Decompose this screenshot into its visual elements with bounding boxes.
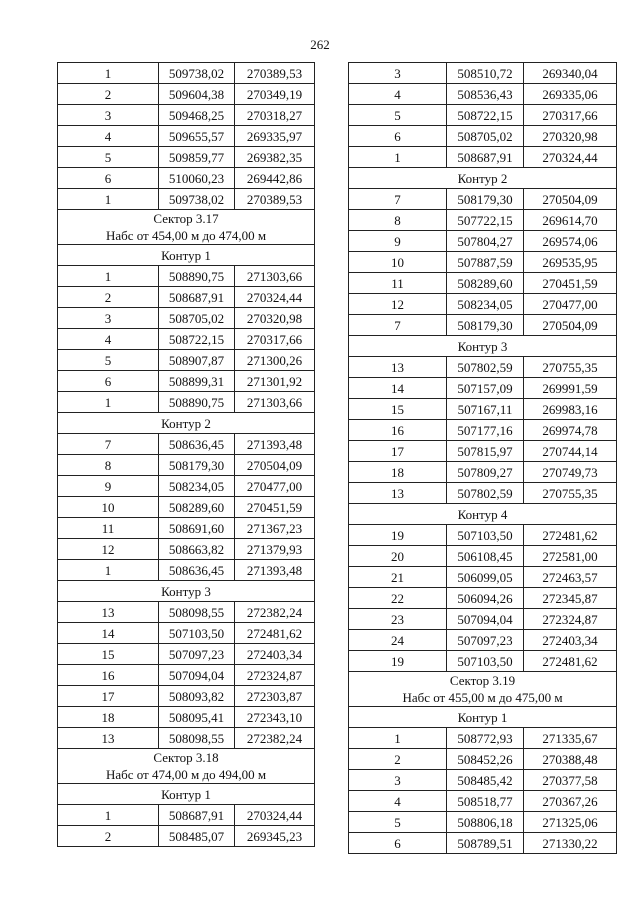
section-header-row [349, 168, 617, 189]
x-coordinate-cell: 508098,55 [159, 728, 235, 749]
x-coordinate-cell: 508636,45 [159, 560, 235, 581]
y-coordinate-cell: 269974,78 [524, 420, 617, 441]
y-coordinate-cell: 272481,62 [524, 525, 617, 546]
x-coordinate-cell: 506099,05 [447, 567, 524, 588]
coordinate-row [58, 329, 315, 350]
section-header-line: Контур 1 [457, 709, 508, 725]
point-number-cell: 18 [349, 462, 447, 483]
y-coordinate-cell: 270755,35 [524, 357, 617, 378]
x-coordinate-cell: 507167,11 [447, 399, 524, 420]
y-coordinate-cell: 269442,86 [235, 168, 315, 189]
coordinate-row [349, 399, 617, 420]
point-number-cell: 23 [349, 609, 447, 630]
y-coordinate-cell: 270388,48 [524, 749, 617, 770]
coordinate-row [349, 378, 617, 399]
y-coordinate-cell: 270389,53 [235, 189, 315, 210]
point-number-cell: 6 [349, 833, 447, 854]
y-coordinate-cell: 271379,93 [235, 539, 315, 560]
coordinate-row [58, 189, 315, 210]
x-coordinate-cell: 509738,02 [159, 63, 235, 84]
x-coordinate-cell: 508098,55 [159, 602, 235, 623]
coordinate-row [349, 189, 617, 210]
point-number-cell: 3 [58, 308, 159, 329]
point-number-cell: 11 [58, 518, 159, 539]
coordinate-row [58, 623, 315, 644]
x-coordinate-cell: 507097,23 [447, 630, 524, 651]
point-number-cell: 2 [58, 826, 159, 847]
section-header [349, 504, 617, 525]
coordinate-row [349, 749, 617, 770]
coordinate-row [349, 63, 617, 84]
x-coordinate-cell: 507097,23 [159, 644, 235, 665]
coordinate-row [349, 483, 617, 504]
coordinate-row [58, 602, 315, 623]
point-number-cell: 14 [349, 378, 447, 399]
coordinate-row [58, 266, 315, 287]
coordinate-row [58, 518, 315, 539]
y-coordinate-cell: 271303,66 [235, 266, 315, 287]
x-coordinate-cell: 507157,09 [447, 378, 524, 399]
y-coordinate-cell: 270451,59 [524, 273, 617, 294]
section-header-row [58, 210, 315, 245]
section-header [349, 672, 617, 707]
coordinate-row [349, 294, 617, 315]
coordinate-row [349, 105, 617, 126]
point-number-cell: 7 [349, 189, 447, 210]
point-number-cell: 10 [58, 497, 159, 518]
section-header [58, 784, 315, 805]
y-coordinate-cell: 271301,92 [235, 371, 315, 392]
point-number-cell: 2 [349, 749, 447, 770]
y-coordinate-cell: 270389,53 [235, 63, 315, 84]
section-header-row [349, 672, 617, 707]
coordinate-row [58, 686, 315, 707]
point-number-cell: 1 [58, 392, 159, 413]
section-header-row [58, 245, 315, 266]
coordinate-row [58, 539, 315, 560]
y-coordinate-cell: 269991,59 [524, 378, 617, 399]
x-coordinate-cell: 509655,57 [159, 126, 235, 147]
x-coordinate-cell: 507887,59 [447, 252, 524, 273]
point-number-cell: 12 [58, 539, 159, 560]
point-number-cell: 11 [349, 273, 447, 294]
y-coordinate-cell: 270749,73 [524, 462, 617, 483]
point-number-cell: 16 [349, 420, 447, 441]
coordinate-row [58, 168, 315, 189]
coordinate-row [349, 728, 617, 749]
section-header [58, 245, 315, 266]
x-coordinate-cell: 508234,05 [159, 476, 235, 497]
point-number-cell: 13 [349, 357, 447, 378]
coordinate-row [58, 476, 315, 497]
point-number-cell: 5 [349, 105, 447, 126]
section-header-line: Сектор 3.17 [153, 211, 219, 226]
coordinate-row [349, 546, 617, 567]
x-coordinate-cell: 508179,30 [447, 189, 524, 210]
y-coordinate-cell: 270318,27 [235, 105, 315, 126]
y-coordinate-cell: 270755,35 [524, 483, 617, 504]
point-number-cell: 14 [58, 623, 159, 644]
x-coordinate-cell: 507177,16 [447, 420, 524, 441]
coordinate-row [349, 126, 617, 147]
y-coordinate-cell: 271367,23 [235, 518, 315, 539]
section-header-line: Контур 1 [161, 786, 211, 802]
coordinate-row [58, 84, 315, 105]
y-coordinate-cell: 272403,34 [235, 644, 315, 665]
point-number-cell: 17 [349, 441, 447, 462]
coordinate-row [349, 462, 617, 483]
x-coordinate-cell: 509604,38 [159, 84, 235, 105]
coordinate-row [58, 805, 315, 826]
coordinate-row [349, 567, 617, 588]
x-coordinate-cell: 507809,27 [447, 462, 524, 483]
y-coordinate-cell: 272481,62 [235, 623, 315, 644]
coordinate-row [58, 350, 315, 371]
coordinate-row [58, 644, 315, 665]
x-coordinate-cell: 508890,75 [159, 392, 235, 413]
point-number-cell: 2 [58, 84, 159, 105]
y-coordinate-cell: 272382,24 [235, 602, 315, 623]
y-coordinate-cell: 271393,48 [235, 560, 315, 581]
section-header [349, 336, 617, 357]
coordinate-row [349, 273, 617, 294]
point-number-cell: 1 [58, 189, 159, 210]
section-header-row [58, 581, 315, 602]
y-coordinate-cell: 269535,95 [524, 252, 617, 273]
point-number-cell: 1 [58, 63, 159, 84]
y-coordinate-cell: 269382,35 [235, 147, 315, 168]
y-coordinate-cell: 270504,09 [524, 189, 617, 210]
x-coordinate-cell: 509738,02 [159, 189, 235, 210]
point-number-cell: 3 [349, 63, 447, 84]
y-coordinate-cell: 271335,67 [524, 728, 617, 749]
point-number-cell: 1 [349, 728, 447, 749]
point-number-cell: 6 [58, 371, 159, 392]
coordinate-row [58, 63, 315, 84]
point-number-cell: 15 [349, 399, 447, 420]
point-number-cell: 13 [58, 728, 159, 749]
page-number: 262 [310, 37, 330, 52]
point-number-cell: 4 [58, 126, 159, 147]
point-number-cell: 3 [349, 770, 447, 791]
coordinate-row [58, 287, 315, 308]
coordinate-row [349, 210, 617, 231]
x-coordinate-cell: 506108,45 [447, 546, 524, 567]
y-coordinate-cell: 270477,00 [524, 294, 617, 315]
x-coordinate-cell: 508289,60 [159, 497, 235, 518]
point-number-cell: 1 [58, 266, 159, 287]
coordinate-row [349, 833, 617, 854]
y-coordinate-cell: 271300,26 [235, 350, 315, 371]
x-coordinate-cell: 506094,26 [447, 588, 524, 609]
point-number-cell: 7 [349, 315, 447, 336]
y-coordinate-cell: 270324,44 [235, 287, 315, 308]
coordinate-row [58, 392, 315, 413]
x-coordinate-cell: 507802,59 [447, 483, 524, 504]
coordinate-row [58, 497, 315, 518]
section-header [58, 413, 315, 434]
x-coordinate-cell: 508452,26 [447, 749, 524, 770]
point-number-cell: 6 [349, 126, 447, 147]
x-coordinate-cell: 507103,50 [447, 525, 524, 546]
point-number-cell: 1 [58, 805, 159, 826]
point-number-cell: 8 [58, 455, 159, 476]
x-coordinate-cell: 510060,23 [159, 168, 235, 189]
y-coordinate-cell: 270317,66 [235, 329, 315, 350]
y-coordinate-cell: 270349,19 [235, 84, 315, 105]
section-header [349, 168, 617, 189]
y-coordinate-cell: 269345,23 [235, 826, 315, 847]
point-number-cell: 15 [58, 644, 159, 665]
x-coordinate-cell: 508485,07 [159, 826, 235, 847]
x-coordinate-cell: 508687,91 [159, 805, 235, 826]
point-number-cell: 22 [349, 588, 447, 609]
point-number-cell: 20 [349, 546, 447, 567]
section-header-line: Сектор 3.19 [449, 673, 516, 688]
coordinate-row [58, 434, 315, 455]
coordinate-row [349, 812, 617, 833]
x-coordinate-cell: 508705,02 [447, 126, 524, 147]
point-number-cell: 6 [58, 168, 159, 189]
point-number-cell: 5 [58, 350, 159, 371]
point-number-cell: 13 [58, 602, 159, 623]
coordinate-row [58, 308, 315, 329]
x-coordinate-cell: 508899,31 [159, 371, 235, 392]
x-coordinate-cell: 507815,97 [447, 441, 524, 462]
section-header [58, 581, 315, 602]
section-header-row [58, 413, 315, 434]
section-header-row [349, 336, 617, 357]
coordinate-row [349, 357, 617, 378]
x-coordinate-cell: 508691,60 [159, 518, 235, 539]
y-coordinate-cell: 270324,44 [524, 147, 617, 168]
y-coordinate-cell: 272463,57 [524, 567, 617, 588]
coordinate-row [349, 630, 617, 651]
x-coordinate-cell: 509859,77 [159, 147, 235, 168]
section-header-line: Контур 3 [457, 338, 508, 354]
point-number-cell: 8 [349, 210, 447, 231]
x-coordinate-cell: 508663,82 [159, 539, 235, 560]
y-coordinate-cell: 272324,87 [235, 665, 315, 686]
x-coordinate-cell: 508179,30 [447, 315, 524, 336]
point-number-cell: 21 [349, 567, 447, 588]
x-coordinate-cell: 508234,05 [447, 294, 524, 315]
coordinates-table-left [57, 62, 315, 847]
y-coordinate-cell: 270324,44 [235, 805, 315, 826]
y-coordinate-cell: 269983,16 [524, 399, 617, 420]
x-coordinate-cell: 508536,43 [447, 84, 524, 105]
coordinate-row [349, 147, 617, 168]
point-number-cell: 16 [58, 665, 159, 686]
coordinate-row [58, 455, 315, 476]
coordinate-row [349, 420, 617, 441]
y-coordinate-cell: 269614,70 [524, 210, 617, 231]
y-coordinate-cell: 269335,97 [235, 126, 315, 147]
x-coordinate-cell: 507804,27 [447, 231, 524, 252]
x-coordinate-cell: 508806,18 [447, 812, 524, 833]
section-header-line: Набс от 474,00 м до 494,00 м [105, 767, 267, 782]
coordinate-row [58, 560, 315, 581]
point-number-cell: 12 [349, 294, 447, 315]
coordinate-row [58, 147, 315, 168]
section-header-line: Контур 2 [457, 170, 508, 186]
section-header-row [349, 707, 617, 728]
x-coordinate-cell: 508890,75 [159, 266, 235, 287]
section-header-line: Контур 4 [457, 506, 508, 522]
x-coordinate-cell: 507094,04 [159, 665, 235, 686]
coordinate-row [58, 707, 315, 728]
point-number-cell: 4 [349, 791, 447, 812]
section-header-row [349, 504, 617, 525]
y-coordinate-cell: 271330,22 [524, 833, 617, 854]
y-coordinate-cell: 270320,98 [235, 308, 315, 329]
x-coordinate-cell: 508179,30 [159, 455, 235, 476]
x-coordinate-cell: 507802,59 [447, 357, 524, 378]
x-coordinate-cell: 508095,41 [159, 707, 235, 728]
y-coordinate-cell: 272403,34 [524, 630, 617, 651]
section-header-line: Сектор 3.18 [153, 750, 219, 765]
y-coordinate-cell: 269574,06 [524, 231, 617, 252]
y-coordinate-cell: 272481,62 [524, 651, 617, 672]
section-header [349, 707, 617, 728]
point-number-cell: 7 [58, 434, 159, 455]
y-coordinate-cell: 270451,59 [235, 497, 315, 518]
y-coordinate-cell: 270367,26 [524, 791, 617, 812]
x-coordinate-cell: 508722,15 [447, 105, 524, 126]
x-coordinate-cell: 508289,60 [447, 273, 524, 294]
point-number-cell: 17 [58, 686, 159, 707]
y-coordinate-cell: 270377,58 [524, 770, 617, 791]
point-number-cell: 3 [58, 105, 159, 126]
section-header-row [58, 749, 315, 784]
point-number-cell: 4 [349, 84, 447, 105]
coordinate-row [58, 665, 315, 686]
coordinate-row [349, 651, 617, 672]
coordinate-row [349, 525, 617, 546]
point-number-cell: 9 [58, 476, 159, 497]
x-coordinate-cell: 507722,15 [447, 210, 524, 231]
coordinate-row [349, 588, 617, 609]
x-coordinate-cell: 509468,25 [159, 105, 235, 126]
x-coordinate-cell: 507103,50 [159, 623, 235, 644]
y-coordinate-cell: 272303,87 [235, 686, 315, 707]
point-number-cell: 19 [349, 525, 447, 546]
point-number-cell: 2 [58, 287, 159, 308]
coordinate-row [58, 728, 315, 749]
coordinate-row [349, 609, 617, 630]
point-number-cell: 9 [349, 231, 447, 252]
y-coordinate-cell: 272581,00 [524, 546, 617, 567]
point-number-cell: 5 [58, 147, 159, 168]
point-number-cell: 24 [349, 630, 447, 651]
point-number-cell: 13 [349, 483, 447, 504]
y-coordinate-cell: 269335,06 [524, 84, 617, 105]
coordinate-row [349, 84, 617, 105]
section-header-line: Набс от 455,00 м до 475,00 м [402, 690, 563, 705]
x-coordinate-cell: 507094,04 [447, 609, 524, 630]
section-header-line: Контур 1 [161, 247, 211, 263]
point-number-cell: 18 [58, 707, 159, 728]
x-coordinate-cell: 508907,87 [159, 350, 235, 371]
coordinate-row [58, 371, 315, 392]
x-coordinate-cell: 508722,15 [159, 329, 235, 350]
coordinate-row [349, 791, 617, 812]
y-coordinate-cell: 271325,06 [524, 812, 617, 833]
section-header [58, 749, 315, 784]
section-header-line: Набс от 454,00 м до 474,00 м [105, 228, 267, 243]
point-number-cell: 19 [349, 651, 447, 672]
y-coordinate-cell: 272343,10 [235, 707, 315, 728]
y-coordinate-cell: 271393,48 [235, 434, 315, 455]
x-coordinate-cell: 508772,93 [447, 728, 524, 749]
x-coordinate-cell: 508687,91 [447, 147, 524, 168]
y-coordinate-cell: 272382,24 [235, 728, 315, 749]
y-coordinate-cell: 270320,98 [524, 126, 617, 147]
section-header-row [58, 784, 315, 805]
y-coordinate-cell: 272345,87 [524, 588, 617, 609]
x-coordinate-cell: 508518,77 [447, 791, 524, 812]
x-coordinate-cell: 507103,50 [447, 651, 524, 672]
y-coordinate-cell: 270317,66 [524, 105, 617, 126]
y-coordinate-cell: 270504,09 [235, 455, 315, 476]
point-number-cell: 5 [349, 812, 447, 833]
point-number-cell: 1 [58, 560, 159, 581]
point-number-cell: 4 [58, 329, 159, 350]
coordinate-row [58, 105, 315, 126]
coordinate-row [349, 231, 617, 252]
coordinate-row [349, 252, 617, 273]
x-coordinate-cell: 508093,82 [159, 686, 235, 707]
y-coordinate-cell: 271303,66 [235, 392, 315, 413]
coordinate-row [58, 826, 315, 847]
coordinate-row [349, 441, 617, 462]
section-header-line: Контур 2 [161, 415, 211, 431]
point-number-cell: 1 [349, 147, 447, 168]
coordinate-row [58, 126, 315, 147]
point-number-cell: 10 [349, 252, 447, 273]
coordinate-row [349, 315, 617, 336]
x-coordinate-cell: 508510,72 [447, 63, 524, 84]
x-coordinate-cell: 508687,91 [159, 287, 235, 308]
section-header-line: Контур 3 [161, 583, 211, 599]
x-coordinate-cell: 508636,45 [159, 434, 235, 455]
coordinates-table-right [348, 62, 617, 854]
y-coordinate-cell: 270477,00 [235, 476, 315, 497]
y-coordinate-cell: 270504,09 [524, 315, 617, 336]
x-coordinate-cell: 508485,42 [447, 770, 524, 791]
y-coordinate-cell: 270744,14 [524, 441, 617, 462]
coordinate-row [349, 770, 617, 791]
section-header [58, 210, 315, 245]
y-coordinate-cell: 269340,04 [524, 63, 617, 84]
x-coordinate-cell: 508789,51 [447, 833, 524, 854]
x-coordinate-cell: 508705,02 [159, 308, 235, 329]
y-coordinate-cell: 272324,87 [524, 609, 617, 630]
